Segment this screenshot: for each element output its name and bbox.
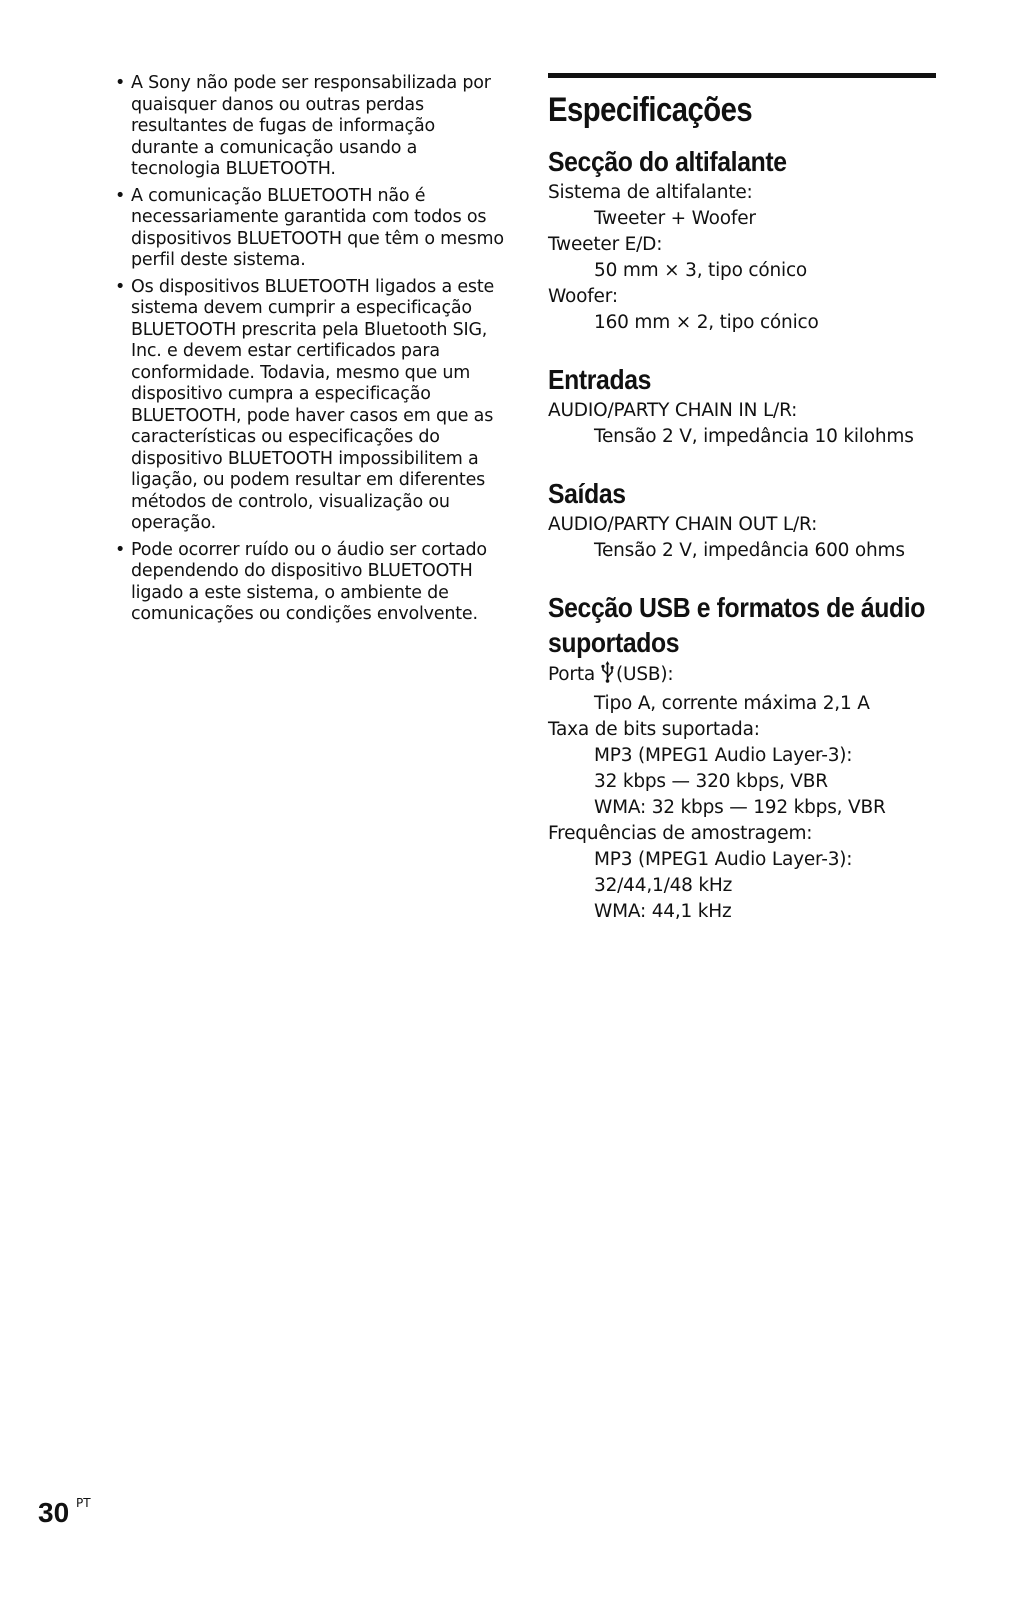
bullet-text: A comunicação BLUETOOTH não é necessariamente garantida com todos os dispositivos BLUETOOTH que têm o mesmo perfil deste sistema. [131,185,504,270]
specifications-column [548,73,938,951]
spec-value: Tipo A, corrente máxima 2,1 A [594,693,870,714]
spec-label: Woofer: [548,286,618,307]
spec-value: 160 mm × 2, tipo cónico [594,312,819,333]
spec-value: WMA: 44,1 kHz [594,901,732,922]
bullet-text: Os dispositivos BLUETOOTH ligados a este sistema devem cumprir a especificação BLUETOOTH prescrita pela Bluetooth SIG, Inc. e devem estar certificados para conformidade. Todavia, mesmo que um dispositivo cumpra a especificação BLUETOOTH, pode haver casos em que as características ou especificações do dispositivo BLUETOOTH impossibilitem a ligação, ou podem resultar em diferentes métodos de controlo, visualização ou operação. [131,276,495,533]
section-title: Saídas [548,478,626,509]
spec-value: MP3 (MPEG1 Audio Layer-3): [594,745,853,766]
spec-value: Tensão 2 V, impedância 600 ohms [594,540,905,561]
bullet-icon: • [115,73,126,93]
spec-value: WMA: 32 kbps — 192 kbps, VBR [594,797,886,818]
spec-label: Tweeter E/D: [548,234,663,255]
port-label-prefix: Porta [548,664,596,685]
list-item [112,73,504,181]
list-item [112,186,504,272]
spec-label: Taxa de bits suportada: [548,719,760,740]
bullet-icon: • [115,539,126,560]
bullet-icon: • [115,185,126,206]
left-column [112,73,504,631]
usb-icon [601,661,614,691]
usb-section [548,590,938,925]
page-number: 30 [38,1497,70,1528]
spec-label: AUDIO/PARTY CHAIN OUT L/R: [548,514,818,535]
spec-value: MP3 (MPEG1 Audio Layer-3): [594,849,853,870]
bullet-text: A Sony não pode ser responsabilizada por quaisquer danos ou outras perdas resultantes de fugas de informação durante a comunicação usando a tecnologia BLUETOOTH. [131,73,491,179]
section-title: Secção do altifalante [548,146,787,177]
spec-value: 50 mm × 3, tipo cónico [594,260,808,281]
inputs-section [548,362,938,450]
bullet-text: Pode ocorrer ruído ou o áudio ser cortado dependendo do dispositivo BLUETOOTH ligado a este sistema, o ambiente de comunicações ou condições envolvente. [131,539,487,624]
outputs-section [548,476,938,564]
spec-value: Tweeter + Woofer [594,208,756,229]
title-rule-divider [548,73,936,78]
page-title: Especificações [548,91,753,129]
page-language-suffix: PT [76,1496,91,1510]
spec-label [548,661,938,691]
spec-label: Sistema de altifalante: [548,182,753,203]
bullet-icon: • [115,276,126,297]
spec-value: 32 kbps — 320 kbps, VBR [594,771,828,792]
spec-label: Frequências de amostragem: [548,823,813,844]
list-item [112,540,504,626]
spec-label: AUDIO/PARTY CHAIN IN L/R: [548,400,798,421]
section-title: Secção USB e formatos de áudio suportados [548,592,926,658]
spec-value: 32/44,1/48 kHz [594,875,733,896]
port-label-suffix: (USB): [616,664,674,685]
spec-value: Tensão 2 V, impedância 10 kilohms [594,426,914,447]
speaker-section [548,144,938,336]
list-item [112,277,504,535]
bluetooth-notes-list [112,73,504,626]
section-title: Entradas [548,364,652,395]
